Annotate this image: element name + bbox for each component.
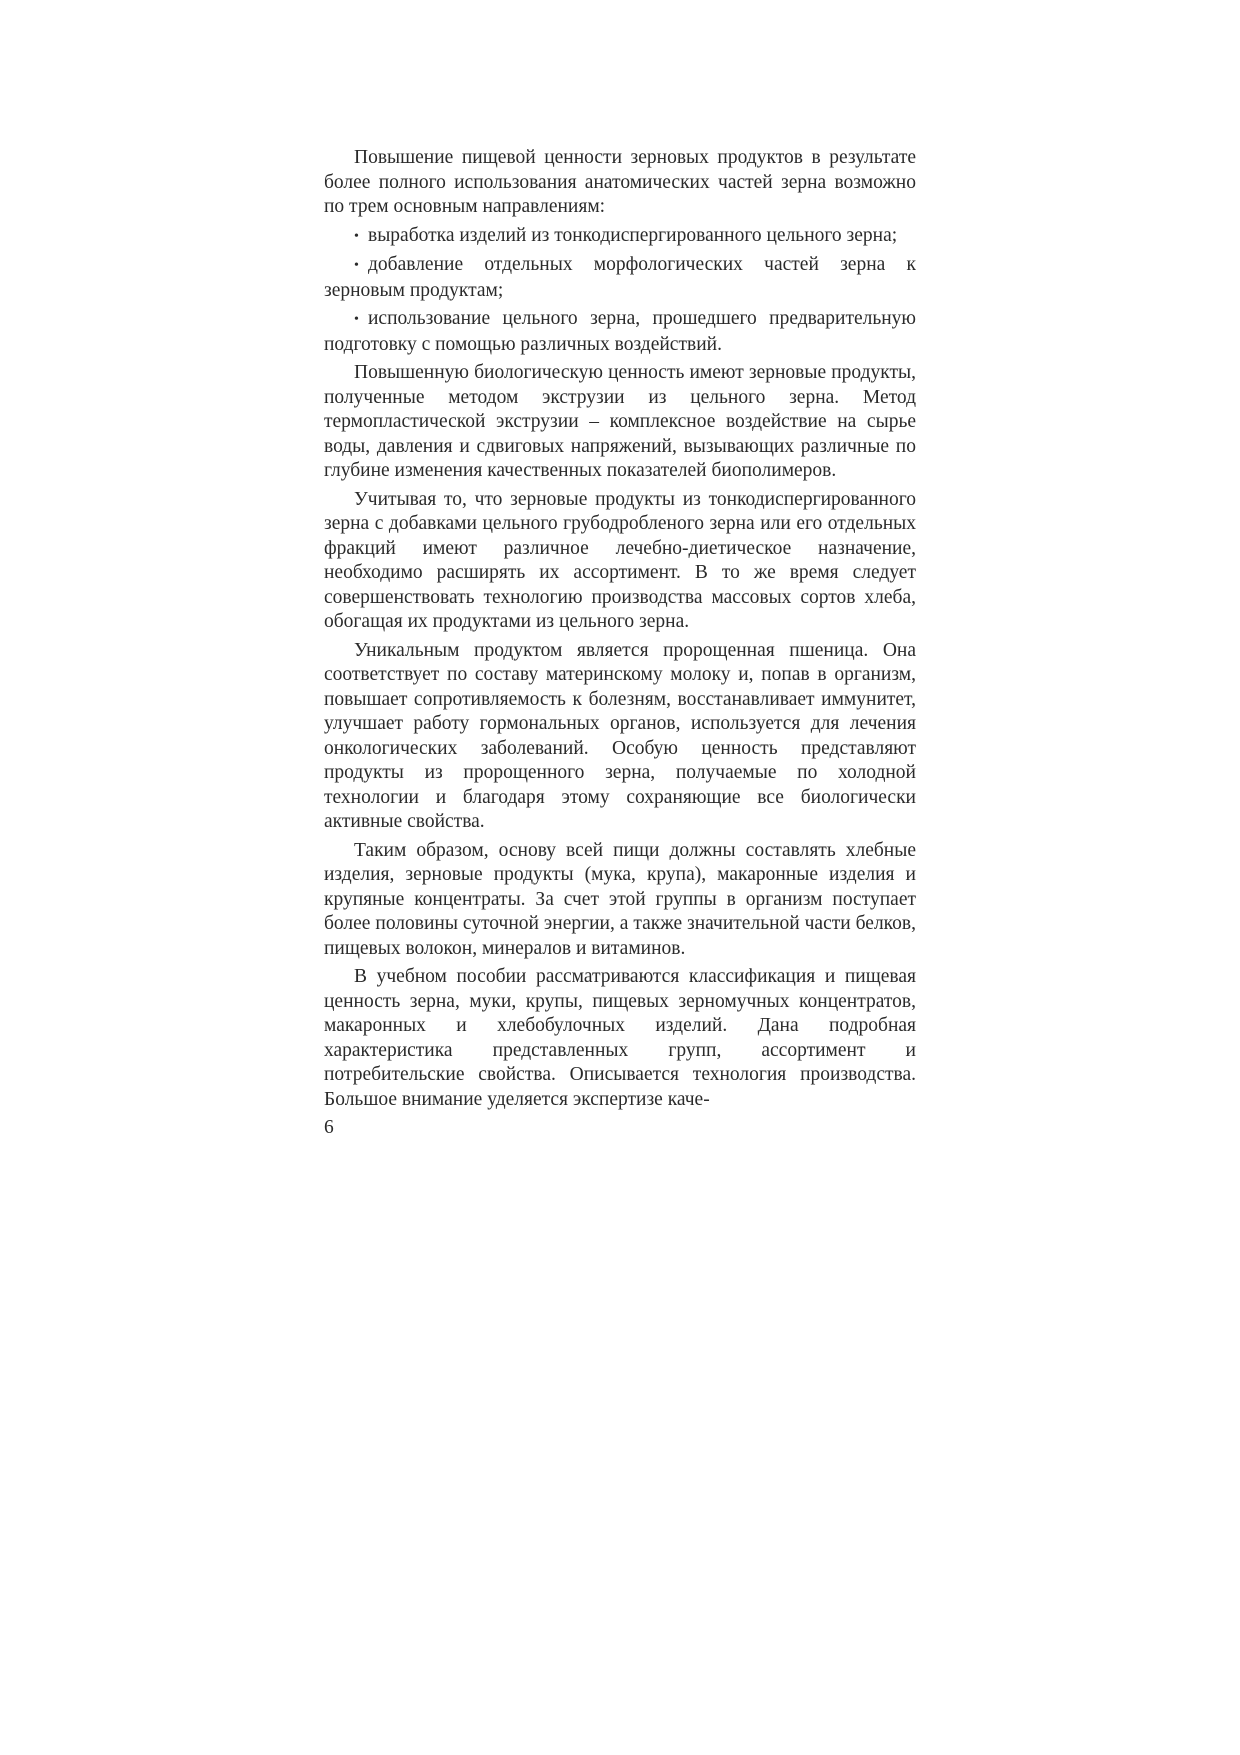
bullet-item: [324, 253, 916, 303]
bullet-text: выработка изделий из тонкодиспергированного цельного зерна;: [368, 224, 898, 246]
page-body: [324, 146, 916, 1141]
body-paragraph: В учебном пособии рассматриваются классификация и пищевая ценность зерна, муки, крупы, пищевых зерномучных концентратов, макаронных и хлебобулочных изделий. Дана подробная характеристика представленных групп, ассортимент и потребительские свойства. Описывается технология производства. Большое внимание уделяется экспертизе каче-: [324, 966, 916, 1110]
body-paragraph: Уникальным продуктом является пророщенная пшеница. Она соответствует по составу материнскому молоку и, попав в организм, повышает сопротивляемость к болезням, восстанавливает иммунитет, улучшает работу гормональных органов, используется для лечения онкологических заболеваний. Особую ценность представляют продукты из пророщенного зерна, получаемые по холодной технологии и благодаря этому сохраняющие все биологически активные свойства.: [324, 639, 916, 832]
bullet-icon: •: [354, 258, 359, 273]
intro-paragraph: Повышение пищевой ценности зерновых продуктов в результате более полного использования анатомических частей зерна возможно по трем основным направлениям:: [324, 147, 916, 217]
bullet-text: добавление отдельных морфологических частей зерна к зерновым продуктам;: [324, 254, 916, 301]
body-paragraph: Повышенную биологическую ценность имеют зерновые продукты, полученные методом экструзии из цельного зерна. Метод термопластической экструзии – комплексное воздействие на сырье воды, давления и сдвиговых напряжений, вызывающих различные по глубине изменения качественных показателей биополимеров.: [324, 362, 916, 481]
bullet-text: использование цельного зерна, прошедшего предварительную подготовку с помощью различных воздействий.: [324, 308, 916, 355]
bullet-icon: •: [354, 228, 359, 244]
bullet-item: [324, 307, 916, 357]
bullet-item: [324, 224, 916, 250]
bullet-icon: •: [354, 312, 359, 327]
body-paragraph: Таким образом, основу всей пищи должны составлять хлебные изделия, зерновые продукты (мука, крупа), макаронные изделия и крупяные концентраты. За счет этой группы в организм поступает более половины суточной энергии, а также значительной части белков, пищевых волокон, минералов и витаминов.: [324, 839, 916, 959]
body-paragraph: Учитывая то, что зерновые продукты из тонкодиспергированного зерна с добавками цельного грубодробленого зерна или его отдельных фракций имеют различное лечебно-диетическое назначение, необходимо расширять их ассортимент. В то же время следует совершенствовать технологию производства массовых сортов хлеба, обогащая их продуктами из цельного зерна.: [324, 488, 916, 632]
page-number: 6: [324, 1117, 334, 1138]
